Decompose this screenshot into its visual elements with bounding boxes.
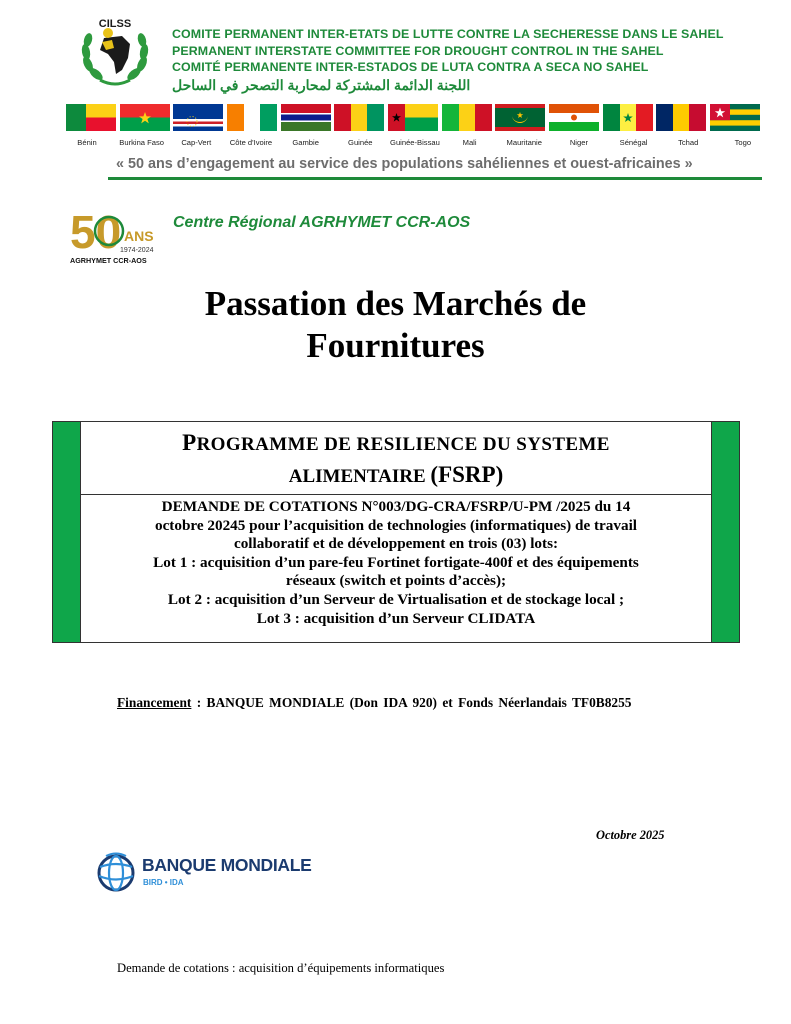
box-right-green-bar [712,422,739,642]
country-name: Togo [734,138,752,147]
programme-box-content [80,422,712,642]
country-name: Mali [462,138,477,147]
country-name: Guinée-Bissau [390,138,440,147]
programme-line2-text: ALIMENTAIRE [288,466,431,487]
request-line: collaboratif et de développement en trois (03) lots: [233,535,559,553]
flag-benin-icon [66,104,116,131]
flag-burkina-faso-icon [120,104,170,131]
cilss-logo-text: CILSS [98,18,132,30]
cilss-logo [78,14,152,90]
programme-acronym: (FSRP) [430,462,504,487]
agr-logo-ans: ANS [124,228,154,244]
request-line: réseaux (switch et points d’accès); [285,572,507,590]
programme-box [52,421,740,643]
page-footer: Demande de cotations : acquisition d’équipements informatiques [117,961,445,975]
document-title [0,283,791,367]
country-name: Sénégal [619,138,648,147]
box-left-green-bar [53,422,80,642]
flag-cap-vert-icon [173,104,223,131]
member-flags [66,104,760,132]
programme-line1-text: ROGRAMME DE RESILIENCE DU SYSTEME [196,434,610,455]
request-details [81,495,711,628]
financement-label: Financement [117,695,192,710]
document-date: Octobre 2025 [596,828,665,842]
org-name-ar: اللجنة الدائمة المشتركة لمحاربة التصحر في الساحل [172,76,471,93]
country-name: Niger [569,138,588,147]
agrhymet-logo-caption: AGRHYMET CCR-AOS [70,256,147,265]
org-name-pt: COMITÉ PERMANENTE INTER-ESTADOS DE LUTA CONTRA A SECA NO SAHEL [172,60,649,74]
motto: « 50 ans d’engagement au service des populations sahéliennes et ouest-africaines » [116,156,693,172]
flag-togo-icon [710,104,760,131]
org-name-fr: COMITE PERMANENT INTER-ETATS DE LUTTE CONTRE LA SECHERESSE DANS LE SAHEL [172,27,724,41]
member-country-names [60,138,770,150]
programme-name [81,422,711,495]
world-bank-subtitle: BIRD • IDA [143,878,184,887]
country-name: Cap-Vert [181,138,212,147]
flag-tchad-icon [656,104,706,131]
agr-logo-number: 50 [70,206,122,258]
flag-gambie-icon [281,104,331,131]
flag-guinee-icon [334,104,384,131]
financement-text: : BANQUE MONDIALE (Don IDA 920) et Fonds Néerlandais TF0B8255 [191,695,632,710]
flag-guinee-bissau-icon [388,104,438,131]
title-line: Passation des Marchés de [204,284,587,323]
country-name: Tchad [678,138,699,147]
country-name: Bénin [77,138,97,147]
flag-mali-icon [442,104,492,131]
request-line: Lot 1 : acquisition d’un pare-feu Fortinet fortigate-400f et des équipements [153,553,639,571]
country-name: Gambie [292,138,319,147]
flag-niger-icon [549,104,599,131]
request-line: Lot 3 : acquisition d’un Serveur CLIDATA [256,609,536,627]
country-name: Guinée [348,138,373,147]
financement-paragraph [117,694,675,711]
programme-initial: P [182,430,197,455]
title-line: Fournitures [306,326,485,365]
programme-name-line2 [81,460,711,492]
programme-name-line1 [81,428,711,460]
organization-names [172,26,724,93]
centre-name: Centre Régional AGRHYMET CCR-AOS [173,214,471,231]
country-name: Côte d'Ivoire [229,138,273,147]
request-line: octobre 20245 pour l’acquisition de technologies (informatiques) de travail [154,516,638,534]
country-name: Mauritanie [506,138,542,147]
world-bank-name: BANQUE MONDIALE [142,855,312,875]
request-line: DEMANDE DE COTATIONS N°003/DG-CRA/FSRP/U-PM /2025 du 14 [161,498,631,515]
agr-logo-years: 1974-2024 [120,247,154,254]
flag-cote-divoire-icon [227,104,277,131]
country-name: Burkina Faso [119,138,165,147]
flag-mauritanie-icon [495,104,545,131]
flag-senegal-icon [603,104,653,131]
world-bank-globe-icon [96,850,136,894]
org-name-en: PERMANENT INTERSTATE COMMITTEE FOR DROUGHT CONTROL IN THE SAHEL [172,43,664,58]
request-line: Lot 2 : acquisition d’un Serveur de Virtualisation et de stockage local ; [167,590,625,608]
header-divider [108,177,762,180]
